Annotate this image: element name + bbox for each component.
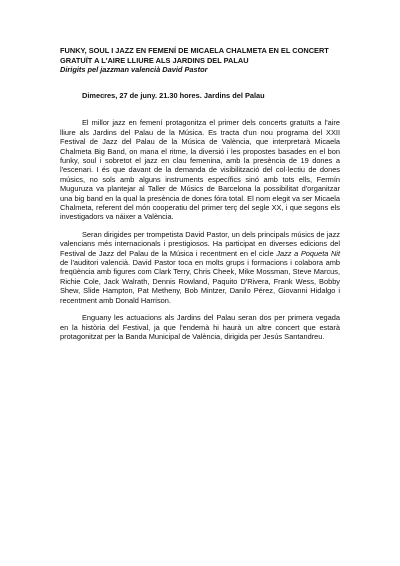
headline: FUNKY, SOUL I JAZZ EN FEMENÍ DE MICAELA CHALMETA EN EL CONCERT GRATUÏT A L'AIRE LLIURE ALS JARDINS DEL PALAU: [60, 46, 329, 65]
dateline: Dimecres, 27 de juny. 21.30 hores. Jardins del Palau: [82, 90, 265, 100]
paragraph-2-part-a: Seran dirigides per trompetista David Pastor, un dels principals músics de jazz valencians més internacionals i prestigiosos. Ha participat en diverses edicions del Festival de Jazz del Palau de la Música i recentment en el cicle: [60, 229, 340, 258]
paragraph-3: Enguany les actuacions als Jardins del Palau seran dos per primera vegada en la història del Festival, ja que l'endemà hi haurà un altre concert que estarà protagonitzat per la Banda Municipal de València, dirigida per Jesús Santandreu.: [60, 313, 340, 341]
paragraph-2-part-b: de l'auditori valencià. David Pastor toca en molts grups i formacions i colabora amb freqüència amb figures com Clark Terry, Chris Cheek, Mike Mossman, Steve Marcus, Richie Cole, Jack Walrath, Dennis Rowland, Paquito D'Rivera, Frank Wess, Bobby Shew, Slide Hampton, Pat Metheny, Bob Mintzer, Danilo Pérez, Giovanni Hidalgo i recentment amb Donald Harrison.: [60, 258, 340, 305]
cycle-name: Jazz a Poqueta Nit: [276, 248, 340, 258]
paragraph-1: El millor jazz en femení protagonitza el primer dels concerts gratuïts a l'aire lliure als Jardins del Palau de la Música. Es tracta d'un nou programa del XXII Festival de Jazz del Palau de la Música de València, que interpretarà Micaela Chalmeta Big Band, on mana el ritme, la diversió i les propostes basades en el bon funky, soul i sobretot el jazz en clau femenina, amb la presència de 19 dones a l'escenari. I és que davant de la demanda de visibilització del col·lectiu de dones músics, no sols amb alguns instruments específics sinó amb tots ells, Fermín Muguruza va plantejar al Taller de Músics de Barcelona la possibilitat d'organitzar una big band en la qual la presència de dones fóra total. El nom elegit va ser Micaela Chalmeta, referent del món cooperatiu del primer terç del segle XX, i que segons els investigadors va náixer a València.: [60, 118, 340, 222]
subhead: Dirigits pel jazzman valencià David Pastor: [60, 65, 208, 75]
paragraph-2: [60, 230, 340, 305]
